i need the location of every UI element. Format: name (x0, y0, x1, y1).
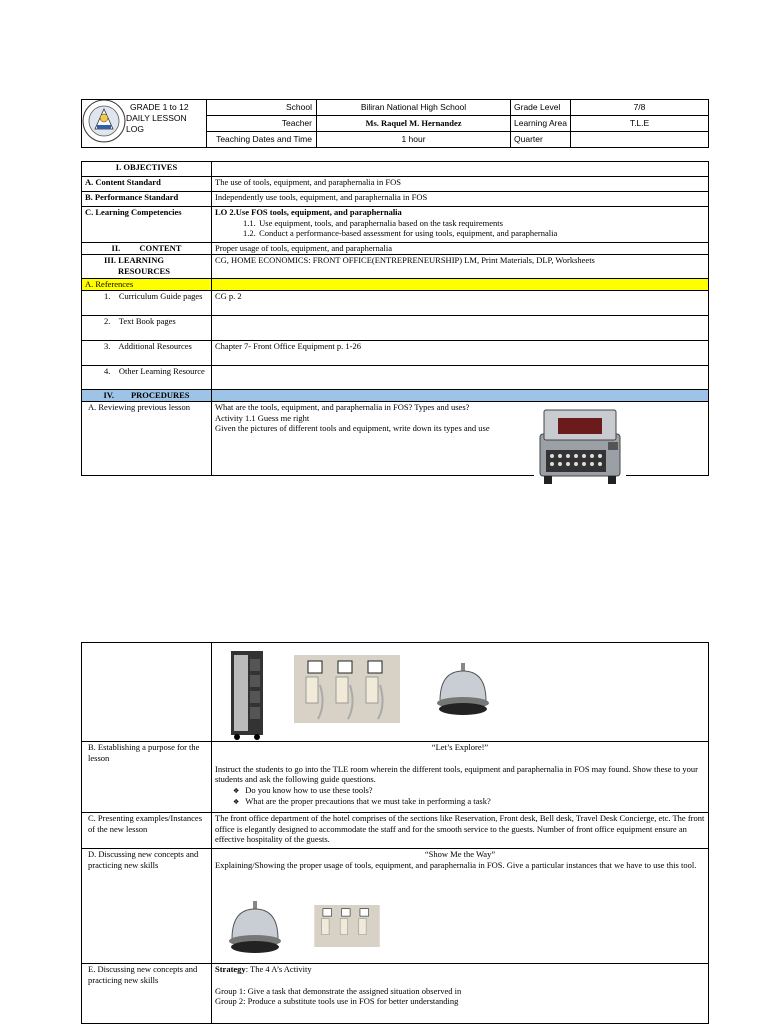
content-standard-value: The use of tools, equipment, and paraphernalia in FOS (212, 177, 709, 192)
competency-item: 1.1. Use equipment, tools, and paraphernalia based on the task requirements (243, 217, 503, 228)
group-1-task: Group 1: Give a task that demonstrate the assigned situation observed in (215, 985, 462, 996)
strategy-line: Strategy: The 4 A’s Activity (215, 964, 312, 974)
lets-explore-title: “Let’s Explore!” (431, 742, 489, 752)
objectives-heading: I. OBJECTIVES (82, 162, 212, 177)
competencies-lo: LO 2.Use FOS tools, equipment, and paraphernalia (215, 207, 402, 217)
review-instruction: Given the pictures of different tools and equipment, write down its types and use (215, 423, 490, 433)
discussing-concepts-label-e: E. Discussing new concepts and practicing new skills (82, 964, 212, 1024)
reviewing-previous-lesson-label: A. Reviewing previous lesson (82, 402, 212, 476)
teaching-dates-label: Teaching Dates and Time (207, 132, 317, 148)
learning-resources-label-2: RESOURCES (118, 265, 170, 276)
explore-instructions: Instruct the students to go into the TLE room wherein the different tools, equipment and paraphernalia in FOS may found. Show these to your students and ask the following guide questions. (215, 763, 698, 784)
header-table (81, 99, 709, 148)
service-bell-image (434, 659, 492, 721)
presenting-examples-text: The front office department of the hotel comprises of the sections like Reservation, Front desk, Bell desk, Travel Desk Concierge, etc. The front office is elegantly designed to accommodate the staff and for the smooth service to the guests. Number of front office equipment ensure an effective hospitality of the guests. (212, 813, 709, 849)
discussing-concepts-label-d: D. Discussing new concepts and practicing new skills (82, 849, 212, 964)
laminator-machine-image (534, 404, 626, 488)
learning-area-label: Learning Area (511, 116, 571, 132)
curriculum-guide-label: 1. Curriculum Guide pages (82, 291, 212, 316)
textbook-value (212, 316, 709, 341)
additional-resources-label: 3. Additional Resources (82, 341, 212, 366)
curriculum-guide-value: CG p. 2 (212, 291, 709, 316)
content-value: Proper usage of tools, equipment, and paraphernalia (212, 243, 709, 255)
teaching-dates-value: 1 hour (317, 132, 511, 148)
learning-competencies-label: C. Learning Competencies (82, 207, 212, 243)
telephones-image-small (312, 905, 382, 947)
service-bell-image-small (226, 897, 284, 961)
textbook-label: 2. Text Book pages (82, 316, 212, 341)
establishing-purpose-label: B. Establishing a purpose for the lesson (82, 742, 212, 813)
learning-area-value: T.L.E (571, 116, 709, 132)
show-me-the-way-text: Explaining/Showing the proper usage of tools, equipment, and paraphernalia in FOS. Give a particular instances that we have to use this tool. (215, 859, 697, 870)
content-standard-label: A. Content Standard (82, 177, 212, 192)
grade-level-value: 7/8 (571, 100, 709, 116)
quarter-label: Quarter (511, 132, 571, 148)
guide-question: ❖ What are the proper precautions that we must take in performing a task? (233, 796, 491, 806)
lesson-log-title-line2: DAILY LESSON LOG (126, 113, 187, 134)
procedures-heading: IV. PROCEDURES (82, 390, 212, 402)
other-resources-value (212, 366, 709, 390)
additional-resources-value: Chapter 7- Front Office Equipment p. 1-26 (212, 341, 709, 366)
teacher-label: Teacher (207, 116, 317, 132)
references-label: A. References (82, 279, 212, 291)
other-resources-label: 4. Other Learning Resource (82, 366, 212, 390)
group-2-task: Group 2: Produce a substitute tools use in FOS for better understanding (215, 996, 459, 1006)
procedures-table (81, 642, 709, 1024)
learning-resources-value: CG, HOME ECONOMICS: FRONT OFFICE(ENTREPRENEURSHIP) LM, Print Materials, DLP, Worksheets (212, 255, 709, 279)
presenting-examples-label: C. Presenting examples/Instances of the new lesson (82, 813, 212, 849)
review-question: What are the tools, equipment, and paraphernalia in FOS? Types and uses? (215, 402, 470, 412)
quarter-value (571, 132, 709, 148)
content-label: II. CONTENT (82, 243, 212, 255)
lesson-log-title-line1: GRADE 1 to 12 (130, 102, 189, 112)
school-value: Biliran National High School (317, 100, 511, 116)
competency-item: 1.2. Conduct a performance-based assessment for using tools, equipment, and paraphernalia (243, 228, 558, 238)
review-activity: Activity 1.1 Guess me right (215, 412, 310, 423)
telephones-image (294, 655, 400, 723)
performance-standard-label: B. Performance Standard (82, 192, 212, 207)
luggage-cart-image (227, 649, 267, 741)
guide-question: ❖ Do you know how to use these tools? (233, 784, 373, 795)
teacher-value: Ms. Raquel M. Hernandez (317, 116, 511, 132)
learning-resources-label-1: III. LEARNING (104, 255, 164, 265)
school-label: School (207, 100, 317, 116)
show-me-the-way-title: “Show Me the Way” (424, 849, 496, 859)
performance-standard-value: Independently use tools, equipment, and paraphernalia in FOS (212, 192, 709, 207)
grade-level-label: Grade Level (511, 100, 571, 116)
